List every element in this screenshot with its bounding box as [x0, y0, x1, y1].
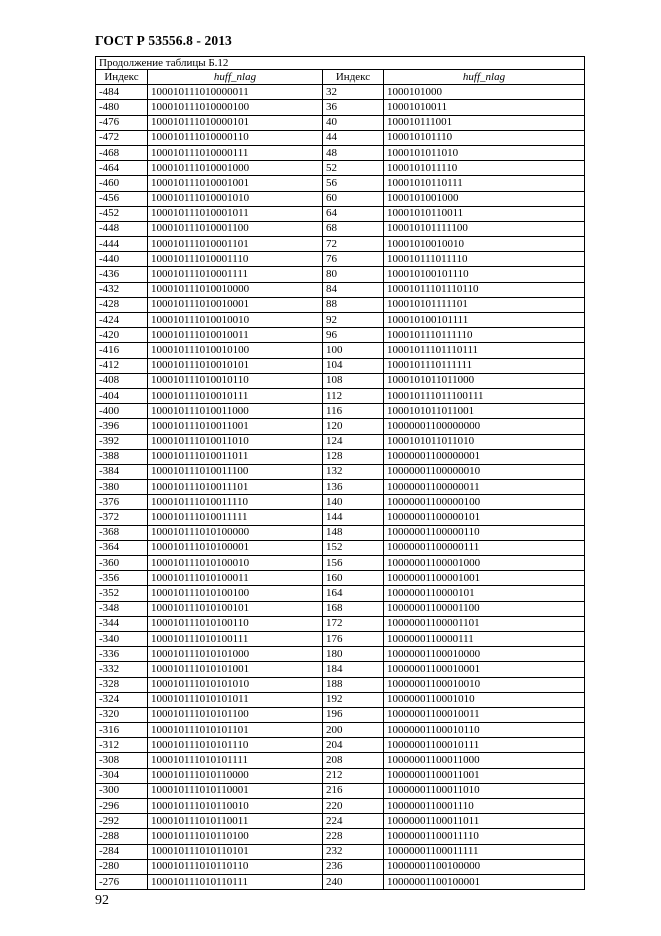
index-cell: -308	[96, 753, 148, 768]
index-cell: -428	[96, 297, 148, 312]
code-cell: 100010111010100000	[148, 525, 323, 540]
table-row	[96, 449, 585, 464]
index-cell: 196	[323, 707, 384, 722]
index-cell: 124	[323, 434, 384, 449]
table-row	[96, 115, 585, 130]
code-cell: 100010111010011101	[148, 480, 323, 495]
table-row	[96, 130, 585, 145]
index-cell: 232	[323, 844, 384, 859]
table-row	[96, 191, 585, 206]
index-cell: 208	[323, 753, 384, 768]
index-cell: -340	[96, 631, 148, 646]
table-row	[96, 373, 585, 388]
code-cell: 100010111010011011	[148, 449, 323, 464]
table-row	[96, 525, 585, 540]
table-row	[96, 510, 585, 525]
index-cell: -412	[96, 358, 148, 373]
index-cell: -476	[96, 115, 148, 130]
code-cell: 10000001100011111	[384, 844, 585, 859]
index-cell: -400	[96, 404, 148, 419]
code-cell: 1000000110001010	[384, 692, 585, 707]
table-row	[96, 616, 585, 631]
code-cell: 10001010010010	[384, 237, 585, 252]
code-cell: 100010111010010110	[148, 373, 323, 388]
table-row	[96, 252, 585, 267]
table-row	[96, 404, 585, 419]
index-cell: 68	[323, 221, 384, 236]
code-cell: 100010111010000011	[148, 85, 323, 100]
table-header-row	[96, 70, 585, 85]
table-row	[96, 358, 585, 373]
code-cell: 100010111010011100	[148, 464, 323, 479]
index-cell: -328	[96, 677, 148, 692]
index-cell: -332	[96, 662, 148, 677]
code-cell: 100010111010011111	[148, 510, 323, 525]
table-row	[96, 434, 585, 449]
code-cell: 1000000110000111	[384, 631, 585, 646]
index-cell: 224	[323, 814, 384, 829]
code-cell: 10000001100000111	[384, 540, 585, 555]
table-row	[96, 313, 585, 328]
table-row	[96, 540, 585, 555]
index-cell: -468	[96, 145, 148, 160]
table-row	[96, 753, 585, 768]
index-cell: 104	[323, 358, 384, 373]
table-row	[96, 859, 585, 874]
code-cell: 10000001100000110	[384, 525, 585, 540]
index-cell: 140	[323, 495, 384, 510]
index-cell: -376	[96, 495, 148, 510]
index-cell: -432	[96, 282, 148, 297]
index-cell: -440	[96, 252, 148, 267]
code-cell: 100010111010101110	[148, 738, 323, 753]
code-cell: 10000001100000100	[384, 495, 585, 510]
column-header-index: Индекс	[96, 70, 148, 85]
code-cell: 10000001100010011	[384, 707, 585, 722]
index-cell: -352	[96, 586, 148, 601]
code-cell: 100010101110	[384, 130, 585, 145]
code-cell: 100010111010110110	[148, 859, 323, 874]
index-cell: 228	[323, 829, 384, 844]
index-cell: -320	[96, 707, 148, 722]
index-cell: -464	[96, 161, 148, 176]
code-cell: 10000001100000101	[384, 510, 585, 525]
index-cell: -456	[96, 191, 148, 206]
table-row	[96, 161, 585, 176]
index-cell: 132	[323, 464, 384, 479]
index-cell: 220	[323, 799, 384, 814]
code-cell: 100010111010000101	[148, 115, 323, 130]
index-cell: 236	[323, 859, 384, 874]
index-cell: 160	[323, 571, 384, 586]
table-caption: Продолжение таблицы Б.12	[96, 57, 585, 70]
code-cell: 10001010110011	[384, 206, 585, 221]
index-cell: 168	[323, 601, 384, 616]
index-cell: -472	[96, 130, 148, 145]
table-row	[96, 601, 585, 616]
code-cell: 100010111010010101	[148, 358, 323, 373]
index-cell: -348	[96, 601, 148, 616]
index-cell: -368	[96, 525, 148, 540]
index-cell: 72	[323, 237, 384, 252]
index-cell: 80	[323, 267, 384, 282]
table-row	[96, 221, 585, 236]
code-cell: 1000101011010	[384, 145, 585, 160]
index-cell: -452	[96, 206, 148, 221]
index-cell: -460	[96, 176, 148, 191]
code-cell: 100010111010011000	[148, 404, 323, 419]
index-cell: 48	[323, 145, 384, 160]
index-cell: -388	[96, 449, 148, 464]
code-cell: 1000101011011000	[384, 373, 585, 388]
code-cell: 100010111010101010	[148, 677, 323, 692]
table-caption-row	[96, 57, 585, 70]
index-cell: -444	[96, 237, 148, 252]
code-cell: 100010111010000110	[148, 130, 323, 145]
index-cell: -416	[96, 343, 148, 358]
code-cell: 10000001100000000	[384, 419, 585, 434]
code-cell: 10000001100100000	[384, 859, 585, 874]
index-cell: 112	[323, 388, 384, 403]
code-cell: 1000101011011001	[384, 404, 585, 419]
code-cell: 10000001100011011	[384, 814, 585, 829]
index-cell: -484	[96, 85, 148, 100]
table-row	[96, 206, 585, 221]
index-cell: -312	[96, 738, 148, 753]
index-cell: 120	[323, 419, 384, 434]
code-cell: 10001011101110110	[384, 282, 585, 297]
index-cell: -392	[96, 434, 148, 449]
code-cell: 10000001100001000	[384, 556, 585, 571]
huffman-table	[95, 56, 585, 890]
index-cell: -280	[96, 859, 148, 874]
code-cell: 10000001100100001	[384, 874, 585, 889]
code-cell: 100010111010101100	[148, 707, 323, 722]
code-cell: 100010111010101101	[148, 723, 323, 738]
code-cell: 10000001100011000	[384, 753, 585, 768]
index-cell: -436	[96, 267, 148, 282]
table-row	[96, 647, 585, 662]
index-cell: 136	[323, 480, 384, 495]
code-cell: 100010111010110111	[148, 874, 323, 889]
index-cell: -380	[96, 480, 148, 495]
code-cell: 10000001100011110	[384, 829, 585, 844]
index-cell: 40	[323, 115, 384, 130]
index-cell: 144	[323, 510, 384, 525]
index-cell: 116	[323, 404, 384, 419]
code-cell: 1000000110000101	[384, 586, 585, 601]
index-cell: 84	[323, 282, 384, 297]
index-cell: -284	[96, 844, 148, 859]
index-cell: 240	[323, 874, 384, 889]
index-cell: 148	[323, 525, 384, 540]
index-cell: 88	[323, 297, 384, 312]
code-cell: 1000101110111111	[384, 358, 585, 373]
table-row	[96, 419, 585, 434]
code-cell: 10000001100000011	[384, 480, 585, 495]
table-row	[96, 844, 585, 859]
table-row	[96, 176, 585, 191]
index-cell: 176	[323, 631, 384, 646]
code-cell: 100010111010011010	[148, 434, 323, 449]
index-cell: 200	[323, 723, 384, 738]
code-cell: 100010111010000111	[148, 145, 323, 160]
code-cell: 100010111010010011	[148, 328, 323, 343]
index-cell: -404	[96, 388, 148, 403]
code-cell: 100010100101111	[384, 313, 585, 328]
code-cell: 100010111010100010	[148, 556, 323, 571]
code-cell: 100010111010101111	[148, 753, 323, 768]
code-cell: 100010111010110001	[148, 783, 323, 798]
code-cell: 100010111010100111	[148, 631, 323, 646]
table-row	[96, 783, 585, 798]
index-cell: -424	[96, 313, 148, 328]
index-cell: 180	[323, 647, 384, 662]
code-cell: 10000001100010010	[384, 677, 585, 692]
index-cell: -364	[96, 540, 148, 555]
table-row	[96, 85, 585, 100]
code-cell: 10000001100001001	[384, 571, 585, 586]
code-cell: 100010101111101	[384, 297, 585, 312]
index-cell: 216	[323, 783, 384, 798]
code-cell: 100010101111100	[384, 221, 585, 236]
index-cell: 36	[323, 100, 384, 115]
table-row	[96, 237, 585, 252]
code-cell: 100010111010001010	[148, 191, 323, 206]
code-cell: 10000001100010001	[384, 662, 585, 677]
table-row	[96, 631, 585, 646]
index-cell: -304	[96, 768, 148, 783]
index-cell: 188	[323, 677, 384, 692]
code-cell: 100010100101110	[384, 267, 585, 282]
index-cell: -448	[96, 221, 148, 236]
index-cell: -480	[96, 100, 148, 115]
index-cell: 76	[323, 252, 384, 267]
code-cell: 100010111010110010	[148, 799, 323, 814]
code-cell: 1000101001000	[384, 191, 585, 206]
table-row	[96, 556, 585, 571]
code-cell: 10000001100011001	[384, 768, 585, 783]
column-header-huff-nlag: huff_nlag	[384, 70, 585, 85]
code-cell: 1000101000	[384, 85, 585, 100]
table-row	[96, 282, 585, 297]
code-cell: 10000001100000001	[384, 449, 585, 464]
code-cell: 10001011101110111	[384, 343, 585, 358]
index-cell: -324	[96, 692, 148, 707]
table-row	[96, 495, 585, 510]
index-cell: 108	[323, 373, 384, 388]
index-cell: -408	[96, 373, 148, 388]
index-cell: 92	[323, 313, 384, 328]
index-cell: -420	[96, 328, 148, 343]
code-cell: 100010111010010001	[148, 297, 323, 312]
table-row	[96, 738, 585, 753]
table-row	[96, 692, 585, 707]
table-row	[96, 707, 585, 722]
index-cell: -356	[96, 571, 148, 586]
code-cell: 100010111010001110	[148, 252, 323, 267]
index-cell: 56	[323, 176, 384, 191]
code-cell: 10000001100010000	[384, 647, 585, 662]
code-cell: 100010111011100111	[384, 388, 585, 403]
code-cell: 100010111010010000	[148, 282, 323, 297]
index-cell: -316	[96, 723, 148, 738]
index-cell: -384	[96, 464, 148, 479]
index-cell: 164	[323, 586, 384, 601]
code-cell: 100010111010110101	[148, 844, 323, 859]
table-row	[96, 874, 585, 889]
table-row	[96, 267, 585, 282]
index-cell: -296	[96, 799, 148, 814]
code-cell: 1000101110111110	[384, 328, 585, 343]
page-number: 92	[95, 893, 109, 908]
index-cell: -336	[96, 647, 148, 662]
code-cell: 100010111010011110	[148, 495, 323, 510]
code-cell: 100010111010100011	[148, 571, 323, 586]
code-cell: 10000001100010110	[384, 723, 585, 738]
index-cell: -360	[96, 556, 148, 571]
code-cell: 100010111010101011	[148, 692, 323, 707]
table-row	[96, 799, 585, 814]
code-cell: 1000101011110	[384, 161, 585, 176]
table-body	[96, 85, 585, 890]
table-row	[96, 677, 585, 692]
index-cell: -288	[96, 829, 148, 844]
code-cell: 100010111010101001	[148, 662, 323, 677]
index-cell: 212	[323, 768, 384, 783]
code-cell: 100010111010001011	[148, 206, 323, 221]
code-cell: 100010111010100100	[148, 586, 323, 601]
index-cell: 64	[323, 206, 384, 221]
code-cell: 100010111011110	[384, 252, 585, 267]
code-cell: 100010111010010010	[148, 313, 323, 328]
table-row	[96, 388, 585, 403]
code-cell: 10000001100001101	[384, 616, 585, 631]
table-row	[96, 829, 585, 844]
code-cell: 100010111010011001	[148, 419, 323, 434]
index-cell: 32	[323, 85, 384, 100]
code-cell: 1000101011011010	[384, 434, 585, 449]
code-cell: 100010111010010100	[148, 343, 323, 358]
code-cell: 100010111010001001	[148, 176, 323, 191]
index-cell: 184	[323, 662, 384, 677]
code-cell: 100010111010100110	[148, 616, 323, 631]
code-cell: 100010111010001101	[148, 237, 323, 252]
code-cell: 100010111010001100	[148, 221, 323, 236]
table-row	[96, 814, 585, 829]
code-cell: 100010111010100101	[148, 601, 323, 616]
code-cell: 100010111010110011	[148, 814, 323, 829]
table-row	[96, 464, 585, 479]
index-cell: -276	[96, 874, 148, 889]
code-cell: 100010111010100001	[148, 540, 323, 555]
index-cell: 52	[323, 161, 384, 176]
code-cell: 10001010110111	[384, 176, 585, 191]
index-cell: 172	[323, 616, 384, 631]
table-row	[96, 480, 585, 495]
table-row	[96, 100, 585, 115]
code-cell: 100010111010110100	[148, 829, 323, 844]
index-cell: 192	[323, 692, 384, 707]
index-cell: 156	[323, 556, 384, 571]
table-row	[96, 768, 585, 783]
code-cell: 100010111010000100	[148, 100, 323, 115]
index-cell: 96	[323, 328, 384, 343]
table-row	[96, 662, 585, 677]
code-cell: 100010111001	[384, 115, 585, 130]
document-header: ГОСТ Р 53556.8 - 2013	[95, 33, 232, 48]
code-cell: 100010111010101000	[148, 647, 323, 662]
index-cell: 128	[323, 449, 384, 464]
code-cell: 100010111010010111	[148, 388, 323, 403]
code-cell: 1000000110001110	[384, 799, 585, 814]
index-cell: 204	[323, 738, 384, 753]
table-row	[96, 297, 585, 312]
index-cell: 152	[323, 540, 384, 555]
code-cell: 100010111010110000	[148, 768, 323, 783]
code-cell: 10000001100010111	[384, 738, 585, 753]
table-row	[96, 723, 585, 738]
code-cell: 10000001100001100	[384, 601, 585, 616]
table-row	[96, 571, 585, 586]
index-cell: -344	[96, 616, 148, 631]
code-cell: 10001010011	[384, 100, 585, 115]
column-header-huff-nlag: huff_nlag	[148, 70, 323, 85]
index-cell: 44	[323, 130, 384, 145]
table-row	[96, 586, 585, 601]
code-cell: 10000001100011010	[384, 783, 585, 798]
index-cell: 60	[323, 191, 384, 206]
table-row	[96, 145, 585, 160]
table-row	[96, 343, 585, 358]
code-cell: 100010111010001000	[148, 161, 323, 176]
index-cell: -372	[96, 510, 148, 525]
column-header-index: Индекс	[323, 70, 384, 85]
code-cell: 100010111010001111	[148, 267, 323, 282]
index-cell: 100	[323, 343, 384, 358]
table-row	[96, 328, 585, 343]
index-cell: -396	[96, 419, 148, 434]
index-cell: -292	[96, 814, 148, 829]
index-cell: -300	[96, 783, 148, 798]
code-cell: 10000001100000010	[384, 464, 585, 479]
